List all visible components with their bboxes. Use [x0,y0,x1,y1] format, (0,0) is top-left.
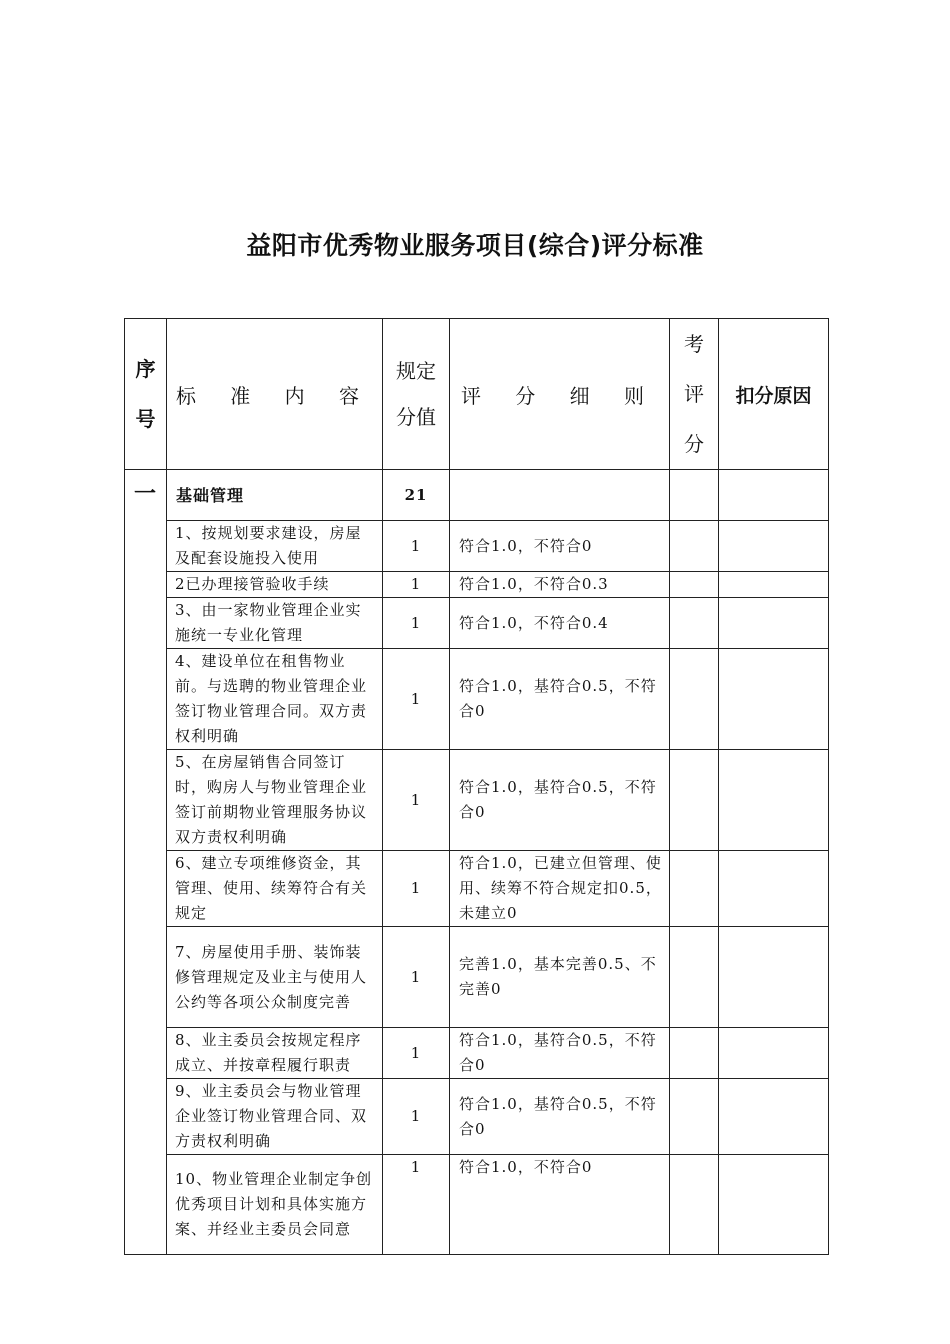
header-seq-2: 号 [135,407,156,431]
detail-cell: 符合1.0，不符合0.4 [450,598,670,649]
detail-cell: 符合1.0，基符合0.5，不符合0 [450,649,670,750]
standard-cell: 1、按规划要求建设，房屋及配套设施投入使用 [167,521,383,572]
reason-cell [719,598,829,649]
reason-cell [719,927,829,1028]
header-kao-1: 考 [684,332,704,356]
detail-cell: 符合1.0，基符合0.5，不符合0 [450,1028,670,1079]
detail-cell: 符合1.0，不符合0 [450,1155,670,1255]
score-cell [670,927,719,1028]
detail-cell: 符合1.0，基符合0.5，不符合0 [450,750,670,851]
scoring-table [124,318,829,1255]
table-row [125,1079,829,1155]
header-value-1: 规定 [396,359,436,383]
reason-cell [719,521,829,572]
table-row [125,1155,829,1255]
score-cell [670,750,719,851]
table-row [125,521,829,572]
header-kao-3: 分 [684,432,704,456]
standard-cell: 9、业主委员会与物业管理企业签订物业管理合同、双方责权利明确 [167,1079,383,1155]
score-cell [670,572,719,598]
section-name: 基础管理 [167,470,383,521]
value-cell: 1 [383,1028,450,1079]
score-cell [670,851,719,927]
standard-cell: 7、房屋使用手册、装饰装修管理规定及业主与使用人公约等各项公众制度完善 [167,927,383,1028]
reason-cell [719,1079,829,1155]
section-detail [450,470,670,521]
reason-cell [719,1155,829,1255]
value-cell: 1 [383,598,450,649]
section-score [670,470,719,521]
standard-cell: 4、建设单位在租售物业前。与选聘的物业管理企业签订物业管理合同。双方责权利明确 [167,649,383,750]
value-cell: 1 [383,1079,450,1155]
value-cell: 1 [383,927,450,1028]
score-cell [670,1028,719,1079]
detail-cell: 符合1.0，已建立但管理、使用、续筹不符合规定扣0.5，未建立0 [450,851,670,927]
header-value-2: 分值 [396,405,436,429]
page-title: 益阳市优秀物业服务项目(综合)评分标准 [246,231,704,260]
header-detail: 评 分 细 则 [450,319,670,470]
header-reason: 扣分原因 [719,319,829,470]
reason-cell [719,851,829,927]
value-cell: 1 [383,1155,450,1255]
table-row [125,927,829,1028]
reason-cell [719,1028,829,1079]
score-cell [670,521,719,572]
score-cell [670,649,719,750]
table-row [125,598,829,649]
header-row [125,319,829,470]
section-row [125,470,829,521]
header-standard: 标 准 内 容 [167,319,383,470]
reason-cell [719,750,829,851]
detail-cell: 符合1.0，基符合0.5，不符合0 [450,1079,670,1155]
detail-cell: 符合1.0，不符合0 [450,521,670,572]
section-reason [719,470,829,521]
value-cell: 1 [383,649,450,750]
table-row [125,750,829,851]
table-row [125,851,829,927]
standard-cell: 6、建立专项维修资金，其管理、使用、续筹符合有关规定 [167,851,383,927]
header-kao [670,319,719,470]
header-value [383,319,450,470]
score-cell [670,1155,719,1255]
detail-cell: 符合1.0，不符合0.3 [450,572,670,598]
standard-cell: 10、物业管理企业制定争创优秀项目计划和具体实施方案、并经业主委员会同意 [167,1155,383,1255]
section-value: 21 [383,470,450,521]
value-cell: 1 [383,572,450,598]
score-cell [670,1079,719,1155]
header-seq-1: 序 [135,357,156,381]
score-cell [670,598,719,649]
header-seq [125,319,167,470]
standard-cell: 5、在房屋销售合同签订时，购房人与物业管理企业签订前期物业管理服务协议双方责权利明确 [167,750,383,851]
standard-cell: 8、业主委员会按规定程序成立、并按章程履行职责 [167,1028,383,1079]
standard-cell: 2已办理接管验收手续 [167,572,383,598]
table-row [125,1028,829,1079]
reason-cell [719,572,829,598]
value-cell: 1 [383,521,450,572]
reason-cell [719,649,829,750]
section-number: 一 [125,470,167,1255]
value-cell: 1 [383,851,450,927]
standard-cell: 3、由一家物业管理企业实施统一专业化管理 [167,598,383,649]
table-row [125,572,829,598]
header-kao-2: 评 [684,382,704,406]
table-row [125,649,829,750]
detail-cell: 完善1.0，基本完善0.5、不完善0 [450,927,670,1028]
value-cell: 1 [383,750,450,851]
